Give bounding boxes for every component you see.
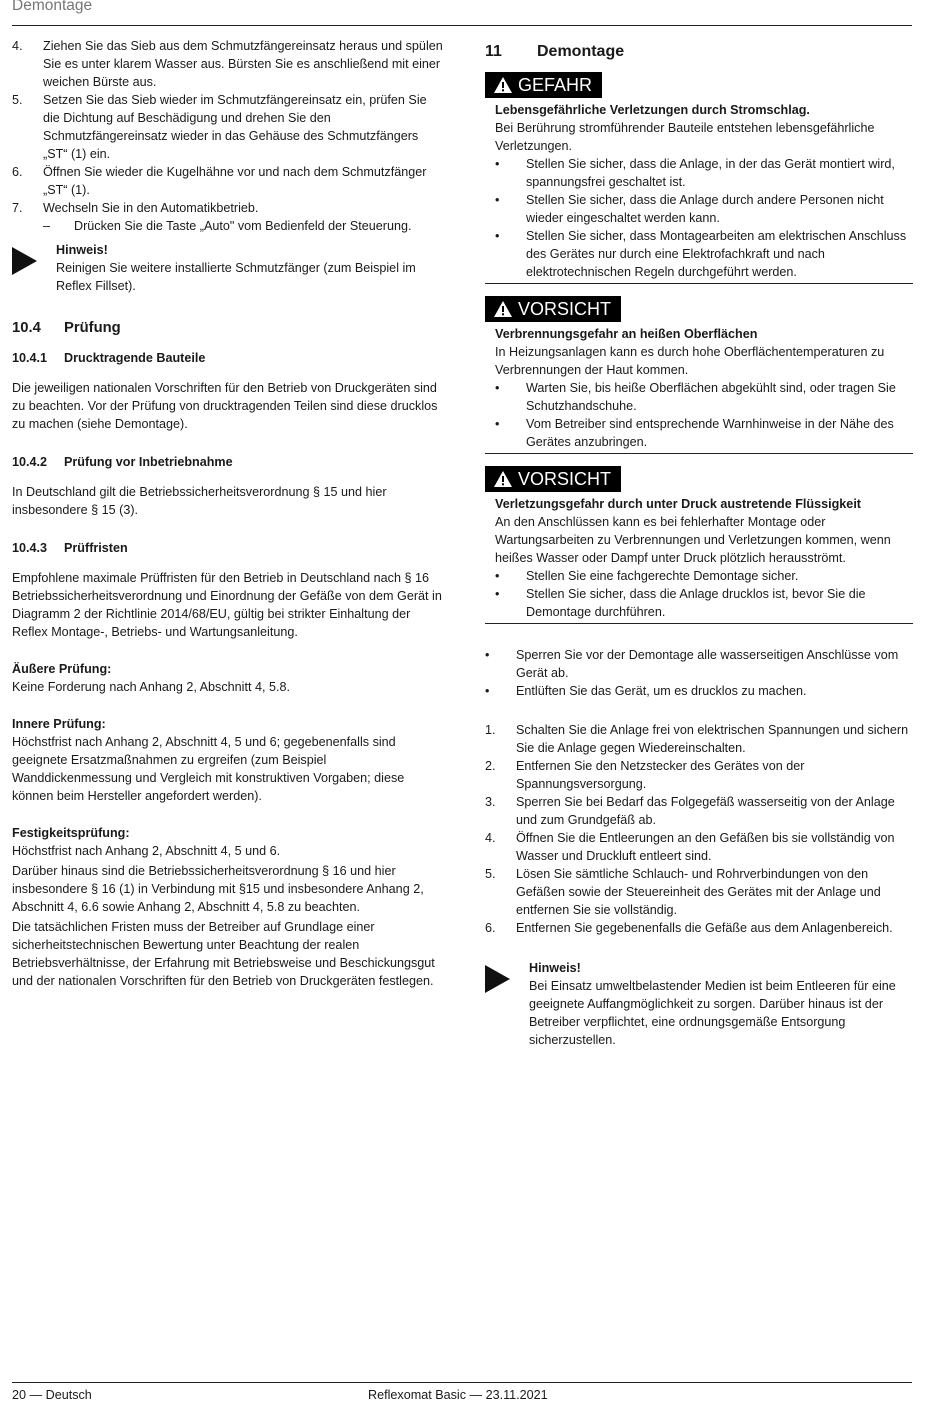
badge-label: VORSICHT <box>518 469 612 489</box>
list-item <box>485 829 913 865</box>
list-text: Lösen Sie sämtliche Schlauch- und Rohrverbindungen von den Gefäßen sowie der Steuereinheit des Gerätes mit der Anlage und entfernen Sie sie vollständig. <box>516 867 881 917</box>
bullet-text: Stellen Sie sicher, dass Montagearbeiten am elektrischen Anschluss des Gerätes nur durch eine Elektrofachkraft und nach elektrotechnischen Regeln durchgeführt werden. <box>526 229 907 279</box>
badge-label: GEFAHR <box>518 75 593 95</box>
warning-text: An den Anschlüssen kann es bei fehlerhafter Montage oder Wartungsarbeiten zu Verbrennungen und Verletzungen kommen, wenn heißes Wasser oder Dampf unter Druck plötzlich herausströmt. <box>495 515 891 565</box>
bullet-item <box>495 567 913 585</box>
paragraph: Die tatsächlichen Fristen muss der Betreiber auf Grundlage einer sicherheitstechnischen Bewertung unter Beachtung der realen Betriebsverhältnisse, der Erfahrung mit Betriebsweise und Beschickungsgut und der nationalen Vorschriften für den Betrieb von Druckgeräten festlegen. <box>12 920 435 988</box>
list-text: Schalten Sie die Anlage frei von elektrischen Spannungen und sichern Sie die Anlage gegen Wiedereinschalten. <box>516 723 909 755</box>
ordered-list <box>12 37 444 235</box>
subsection-number: 10.4.1 <box>12 351 48 365</box>
bullet-mark: • <box>485 648 490 662</box>
list-text: Wechseln Sie in den Automatikbetrieb. <box>43 201 259 215</box>
warning-box <box>485 296 913 454</box>
dash-mark: – <box>43 219 51 233</box>
note-text: Reinigen Sie weitere installierte Schmutzfänger (zum Beispiel im Reflex Fillset). <box>56 261 416 293</box>
list-number: 2. <box>485 759 496 773</box>
list-text: Entfernen Sie den Netzstecker des Gerätes von der Spannungsversorgung. <box>516 759 805 791</box>
list-item <box>485 865 913 919</box>
bullet-text: Entlüften Sie das Gerät, um es drucklos zu machen. <box>516 684 807 698</box>
subsection-heading <box>12 453 444 471</box>
bullet-item <box>495 415 913 451</box>
bullet-text: Sperren Sie vor der Demontage alle wasserseitigen Anschlüsse vom Gerät ab. <box>516 648 899 680</box>
bullet-text: Stellen Sie eine fachgerechte Demontage sicher. <box>526 569 799 583</box>
subsection-heading <box>12 349 444 367</box>
bullet-text: Stellen Sie sicher, dass die Anlage drucklos ist, bevor Sie die Demontage durchführen. <box>526 587 866 619</box>
note-arrow-icon <box>485 959 529 1049</box>
danger-badge <box>485 72 602 98</box>
list-number: 6. <box>485 921 496 935</box>
bullet-item <box>495 227 913 281</box>
bullet-item <box>485 682 913 700</box>
section-title: Prüfung <box>64 320 121 336</box>
list-text: Entfernen Sie gegebenenfalls die Gefäße aus dem Anlagenbereich. <box>516 921 893 935</box>
list-number: 4. <box>12 39 23 53</box>
subsection-heading <box>12 539 444 557</box>
left-column <box>12 37 444 990</box>
list-item <box>12 37 444 91</box>
list-item <box>12 91 444 163</box>
list-number: 3. <box>485 795 496 809</box>
list-item <box>485 721 913 757</box>
paragraph: Höchstfrist nach Anhang 2, Abschnitt 4, 5 und 6; gegebenenfalls sind geeignete Ersatzmaßnahmen zu ergreifen (zum Beispiel Wanddickenmessung und Vergleich mit konstruktiven Vorgaben; diese können beim Hersteller angefordert werden). <box>12 735 405 803</box>
bullet-item <box>495 379 913 415</box>
section-heading <box>12 317 444 339</box>
bullet-text: Stellen Sie sicher, dass die Anlage durch andere Personen nicht wieder eingeschaltet werden kann. <box>526 193 884 225</box>
note-title: Hinweis! <box>56 243 108 257</box>
bullet-item <box>495 191 913 227</box>
subsection-number: 10.4.2 <box>12 455 48 469</box>
chapter-heading <box>485 41 913 63</box>
paragraph: Darüber hinaus sind die Betriebssicherheitsverordnung § 16 und hier insbesondere § 16 (1) in Verbindung mit §15 und insbesondere Anhang 2, Abschnitt 4, 6.6 sowie Anhang 2, Abschnitt 4, 5.8 zu beachten. <box>12 864 424 914</box>
bullet-item <box>495 155 913 191</box>
warning-triangle-icon <box>493 300 513 318</box>
warning-text: Bei Berührung stromführender Bauteile entstehen lebensgefährliche Verletzungen. <box>495 121 875 153</box>
bullet-text: Vom Betreiber sind entsprechende Warnhinweise in der Nähe des Gerätes anzubringen. <box>526 417 894 449</box>
note-box <box>12 241 444 295</box>
strength-check-heading: Festigkeitsprüfung: <box>12 826 130 840</box>
badge-label: VORSICHT <box>518 299 612 319</box>
bullet-mark: • <box>495 569 500 583</box>
section-number: 10.4 <box>12 320 41 336</box>
list-item <box>485 757 913 793</box>
bullet-mark: • <box>495 417 500 431</box>
warning-title: Verletzungsgefahr durch unter Druck austretende Flüssigkeit <box>495 497 862 511</box>
bullet-mark: • <box>495 381 500 395</box>
outer-check-heading: Äußere Prüfung: <box>12 662 112 676</box>
dash-text: Drücken Sie die Taste „Auto" vom Bedienfeld der Steuerung. <box>74 219 412 233</box>
list-number: 1. <box>485 723 496 737</box>
paragraph: Höchstfrist nach Anhang 2, Abschnitt 4, 5 und 6. <box>12 844 281 858</box>
bullet-item <box>495 585 913 621</box>
bullet-text: Warten Sie, bis heiße Oberflächen abgekühlt sind, oder tragen Sie Schutzhandschuhe. <box>526 381 896 413</box>
bullet-mark: • <box>485 684 490 698</box>
subsection-number: 10.4.3 <box>12 541 48 555</box>
bullet-mark: • <box>495 587 500 601</box>
bullet-text: Stellen Sie sicher, dass die Anlage, in der das Gerät montiert wird, spannungsfrei geschaltet ist. <box>526 157 895 189</box>
list-text: Öffnen Sie die Entleerungen an den Gefäßen bis sie vollständig von Wasser und Druckluft entleert sind. <box>516 831 895 863</box>
steps-list <box>485 721 913 937</box>
paragraph: Empfohlene maximale Prüffristen für den Betrieb in Deutschland nach § 16 Betriebssicherheitsverordnung und Einordnung der Gefäße von dem Gerät in Diagramm 2 der Richtlinie 2014/68/EU, gültig bei strikter Einhaltung der Reflex Montage-, Betriebs- und Wartungsanleitung. <box>12 571 442 639</box>
inner-check-heading: Innere Prüfung: <box>12 717 106 731</box>
list-number: 4. <box>485 831 496 845</box>
list-text: Sperren Sie bei Bedarf das Folgegefäß wasserseitig von der Anlage und zum Grundgefäß ab. <box>516 795 895 827</box>
footer-title: Reflexomat Basic — 23.11.2021 <box>368 1388 548 1401</box>
note-arrow-icon <box>12 241 56 295</box>
page-number: 20 — Deutsch <box>12 1388 92 1401</box>
note-title: Hinweis! <box>529 961 581 975</box>
note-box <box>485 959 913 1049</box>
list-text: Setzen Sie das Sieb wieder im Schmutzfängereinsatz ein, prüfen Sie die Dichtung auf Beschädigung und drehen Sie den Schmutzfängereinsatz wieder in das Gehäuse des Schmutzfängers „ST“ (1) ein. <box>43 93 427 161</box>
warning-box <box>485 466 913 624</box>
chapter-title: Demontage <box>537 43 625 60</box>
paragraph: Die jeweiligen nationalen Vorschriften für den Betrieb von Druckgeräten sind zu beachten. Vor der Prüfung von drucktragenden Teilen sind diese drucklos zu machen (siehe Demontage). <box>12 381 438 431</box>
caution-badge <box>485 466 621 492</box>
list-number: 7. <box>12 201 23 215</box>
warning-title: Lebensgefährliche Verletzungen durch Stromschlag. <box>495 103 810 117</box>
list-text: Ziehen Sie das Sieb aus dem Schmutzfängereinsatz heraus und spülen Sie es unter klarem Wasser aus. Bürsten Sie es anschließend mit einer weichen Bürste aus. <box>43 39 443 89</box>
warning-text: In Heizungsanlagen kann es durch hohe Oberflächentemperaturen zu Verbrennungen der Haut kommen. <box>495 345 885 377</box>
list-text: Öffnen Sie wieder die Kugelhähne vor und nach dem Schmutzfänger „ST“ (1). <box>43 165 427 197</box>
header-rule <box>12 25 912 26</box>
warning-box <box>485 72 913 284</box>
list-number: 5. <box>485 867 496 881</box>
bullet-mark: • <box>495 229 500 243</box>
list-number: 5. <box>12 93 23 107</box>
chapter-number: 11 <box>485 43 502 60</box>
warning-title: Verbrennungsgefahr an heißen Oberflächen <box>495 327 758 341</box>
subsection-title: Prüfung vor Inbetriebnahme <box>64 455 233 469</box>
pre-bullet-list <box>485 646 913 700</box>
list-item <box>485 919 913 937</box>
bullet-mark: • <box>495 193 500 207</box>
running-head: Demontage <box>12 0 93 14</box>
paragraph: In Deutschland gilt die Betriebssicherheitsverordnung § 15 und hier insbesondere § 15 (3). <box>12 485 387 517</box>
note-text: Bei Einsatz umweltbelastender Medien ist beim Entleeren für eine geeignete Auffangmöglichkeit zu sorgen. Darüber hinaus ist der Betreiber verpflichtet, eine ordnungsgemäße Entsorgung sicherzustellen. <box>529 979 896 1047</box>
list-item <box>485 793 913 829</box>
caution-badge <box>485 296 621 322</box>
list-item <box>12 163 444 199</box>
subsection-title: Drucktragende Bauteile <box>64 351 206 365</box>
list-number: 6. <box>12 165 23 179</box>
footer-rule <box>12 1382 912 1383</box>
list-item <box>12 199 444 217</box>
paragraph: Keine Forderung nach Anhang 2, Abschnitt 4, 5.8. <box>12 680 290 694</box>
subsection-title: Prüffristen <box>64 541 128 555</box>
right-column <box>485 37 913 1049</box>
dash-list-item <box>43 217 444 235</box>
bullet-item <box>485 646 913 682</box>
bullet-mark: • <box>495 157 500 171</box>
warning-triangle-icon <box>493 76 513 94</box>
warning-triangle-icon <box>493 470 513 488</box>
